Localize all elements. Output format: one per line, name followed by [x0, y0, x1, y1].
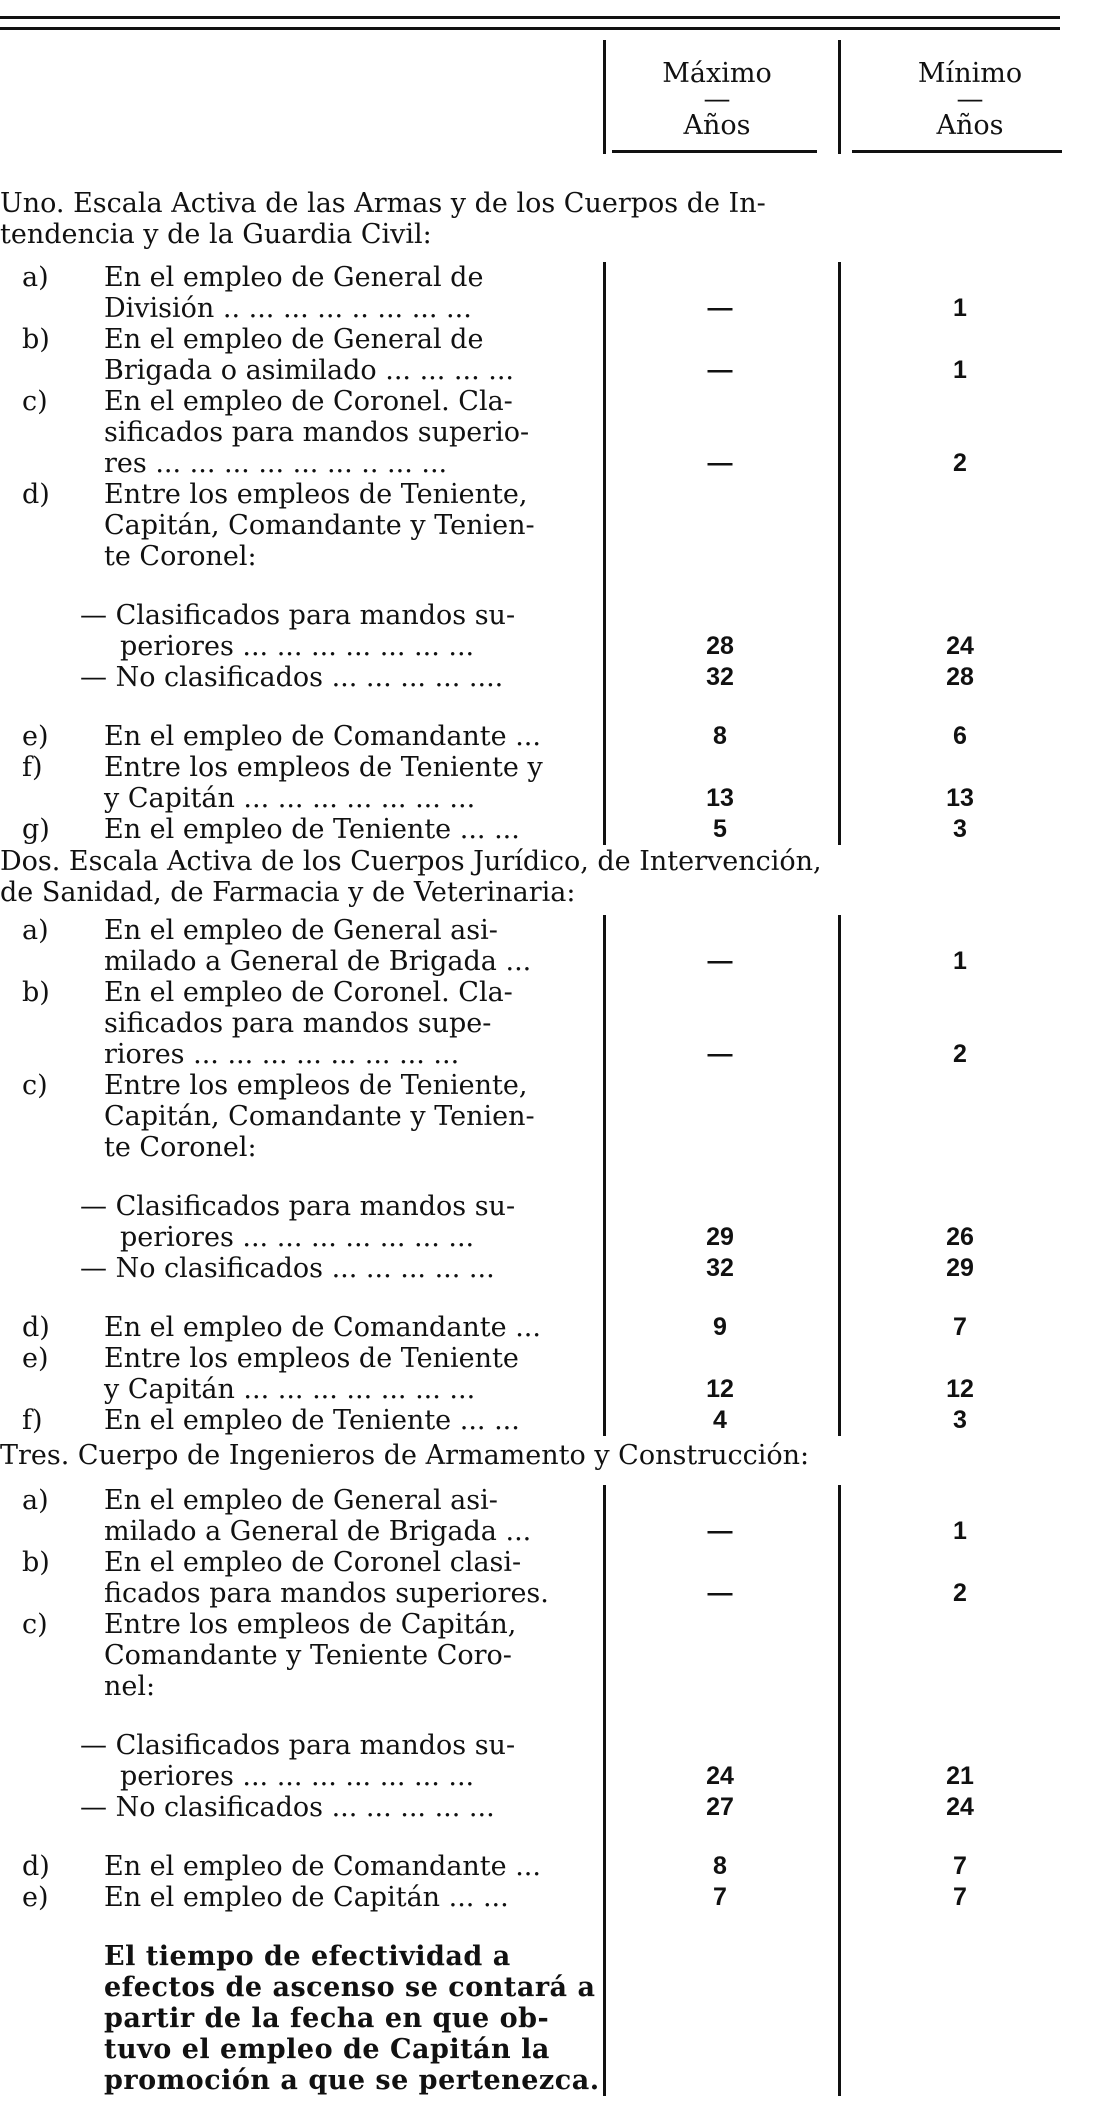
table-row [0, 721, 1113, 752]
table-row [0, 1312, 1113, 1343]
value-minimo: 26 [946, 1223, 974, 1251]
table-row [0, 1253, 1113, 1284]
intro-line: Tres. Cuerpo de Ingenieros de Armamento y Construcción: [0, 1440, 810, 1471]
row-gap [0, 1284, 1113, 1312]
table-row [0, 417, 1113, 448]
table-row [0, 355, 1113, 386]
value-maximo: 32 [706, 1254, 734, 1282]
value-minimo: 7 [953, 1883, 967, 1911]
item-text: El tiempo de efectividad a [104, 1941, 511, 1972]
item-text: Entre los empleos de Capitán, [104, 1609, 517, 1640]
value-maximo: 8 [713, 722, 727, 750]
item-label: a) [22, 915, 49, 946]
value-maximo: 32 [706, 663, 734, 691]
row-gap [0, 1823, 1113, 1851]
table-row [0, 1374, 1113, 1405]
table-row [0, 662, 1113, 693]
value-minimo: 6 [953, 722, 967, 750]
item-label: c) [22, 1609, 48, 1640]
item-text: Entre los empleos de Teniente y [104, 752, 543, 783]
item-text: promoción a que se pertenezca. [104, 2065, 600, 2096]
value-maximo: — [707, 1579, 733, 1607]
table-row [0, 1671, 1113, 1702]
table-row [0, 1039, 1113, 1070]
section-table [0, 1485, 1113, 2096]
value-minimo: 7 [953, 1852, 967, 1880]
value-maximo: 29 [706, 1223, 734, 1251]
table-row [0, 1941, 1113, 1972]
row-gap [0, 693, 1113, 721]
value-minimo: 7 [953, 1313, 967, 1341]
header-underline-min [852, 150, 1062, 153]
table-row [0, 814, 1113, 845]
header-max-dash: — [703, 84, 731, 115]
item-label: g) [22, 814, 50, 845]
value-minimo: 28 [946, 663, 974, 691]
value-maximo: — [707, 356, 733, 384]
item-text: te Coronel: [104, 1132, 257, 1163]
value-minimo: 24 [946, 1793, 974, 1821]
value-minimo: 1 [953, 294, 967, 322]
value-maximo: — [707, 1517, 733, 1545]
header-divider-mid [838, 40, 841, 154]
header-underline-max [612, 150, 817, 153]
item-label: a) [22, 1485, 49, 1516]
item-text: En el empleo de Comandante ... [104, 721, 541, 752]
value-minimo: 3 [953, 1406, 967, 1434]
table-row [0, 1222, 1113, 1253]
header-divider-left [603, 40, 606, 154]
table-row [0, 631, 1113, 662]
item-label: d) [22, 1851, 50, 1882]
item-text: milado a General de Brigada ... [104, 1516, 532, 1547]
item-text: División .. ... ... ... .. ... ... ... [104, 293, 472, 324]
item-text: En el empleo de Coronel. Cla- [104, 977, 513, 1008]
table-row [0, 1547, 1113, 1578]
value-maximo: 24 [706, 1762, 734, 1790]
table-row [0, 1101, 1113, 1132]
header-minimo [850, 40, 1090, 154]
item-text: En el empleo de General de [104, 262, 484, 293]
table-row [0, 1972, 1113, 2003]
table-row [0, 600, 1113, 631]
value-minimo: 2 [953, 1040, 967, 1068]
item-text: En el empleo de Teniente ... ... [104, 814, 520, 845]
intro-line: Uno. Escala Activa de las Armas y de los Cuerpos de In- [0, 188, 766, 219]
table-row [0, 752, 1113, 783]
table-row [0, 479, 1113, 510]
item-label: c) [22, 1070, 48, 1101]
item-text: En el empleo de Teniente ... ... [104, 1405, 520, 1436]
value-maximo: 28 [706, 632, 734, 660]
row-gap [0, 1702, 1113, 1730]
value-maximo: 27 [706, 1793, 734, 1821]
table-row [0, 1730, 1113, 1761]
item-text: Entre los empleos de Teniente, [104, 479, 528, 510]
section-intro [0, 188, 1070, 250]
item-label: f) [22, 752, 43, 783]
value-maximo: 7 [713, 1883, 727, 1911]
section-table [0, 915, 1113, 1436]
item-label: e) [22, 721, 49, 752]
item-label: b) [22, 977, 50, 1008]
table-row [0, 2034, 1113, 2065]
table-row [0, 1008, 1113, 1039]
item-text: res ... ... ... ... ... ... .. ... ... [104, 448, 448, 479]
table-row [0, 977, 1113, 1008]
value-minimo: 1 [953, 947, 967, 975]
section-intro [0, 846, 1070, 908]
item-text: Brigada o asimilado ... ... ... ... [104, 355, 514, 386]
column-divider-left [603, 1485, 606, 2096]
table-row [0, 1792, 1113, 1823]
item-text: sificados para mandos supe- [104, 1008, 492, 1039]
item-text: te Coronel: [104, 541, 257, 572]
item-label: d) [22, 1312, 50, 1343]
header-max-label: Máximo [662, 58, 772, 89]
value-maximo: — [707, 1040, 733, 1068]
table-row [0, 2065, 1113, 2096]
row-gap [0, 1913, 1113, 1941]
table-row [0, 1882, 1113, 1913]
column-divider-left [603, 915, 606, 1436]
item-text: y Capitán ... ... ... ... ... ... ... [104, 1374, 476, 1405]
table-row [0, 1516, 1113, 1547]
item-label: c) [22, 386, 48, 417]
item-text: — No clasificados ... ... ... ... ... [80, 1792, 495, 1823]
item-text: nel: [104, 1671, 156, 1702]
value-minimo: 1 [953, 356, 967, 384]
item-label: e) [22, 1882, 49, 1913]
header-maximo [612, 40, 822, 154]
item-text: tuvo el empleo de Capitán la [104, 2034, 550, 2065]
item-text: En el empleo de Comandante ... [104, 1312, 541, 1343]
item-text: En el empleo de General asi- [104, 915, 498, 946]
header-min-dash: — [956, 84, 984, 115]
value-minimo: 13 [946, 784, 974, 812]
value-maximo: 9 [713, 1313, 727, 1341]
value-minimo: 2 [953, 1579, 967, 1607]
table-row [0, 1191, 1113, 1222]
table-row [0, 1851, 1113, 1882]
table-row [0, 324, 1113, 355]
value-maximo: — [707, 947, 733, 975]
row-gap [0, 1163, 1113, 1191]
item-text: Comandante y Teniente Coro- [104, 1640, 512, 1671]
table-row [0, 1609, 1113, 1640]
item-label: b) [22, 1547, 50, 1578]
item-label: e) [22, 1343, 49, 1374]
intro-line: tendencia y de la Guardia Civil: [0, 219, 432, 250]
item-text: Entre los empleos de Teniente, [104, 1070, 528, 1101]
table-row [0, 1761, 1113, 1792]
item-text: — No clasificados ... ... ... ... ... [80, 1253, 495, 1284]
value-minimo: 3 [953, 815, 967, 843]
table-row [0, 1132, 1113, 1163]
top-rule-1 [0, 16, 1060, 19]
value-maximo: 5 [713, 815, 727, 843]
section-table [0, 262, 1113, 845]
value-minimo: 21 [946, 1762, 974, 1790]
table-row [0, 1343, 1113, 1374]
header-max-unit: Años [683, 110, 751, 141]
item-text: ficados para mandos superiores. [104, 1578, 549, 1609]
table-row [0, 1640, 1113, 1671]
value-maximo: 13 [706, 784, 734, 812]
item-text: periores ... ... ... ... ... ... ... [120, 1222, 475, 1253]
item-text: riores ... ... ... ... ... ... ... ... [104, 1039, 460, 1070]
table-row [0, 386, 1113, 417]
value-maximo: 8 [713, 1852, 727, 1880]
value-maximo: 12 [706, 1375, 734, 1403]
intro-line: de Sanidad, de Farmacia y de Veterinaria: [0, 877, 576, 908]
item-text: — Clasificados para mandos su- [80, 600, 516, 631]
table-row [0, 541, 1113, 572]
item-text: Capitán, Comandante y Tenien- [104, 1101, 535, 1132]
value-maximo: — [707, 294, 733, 322]
item-text: Capitán, Comandante y Tenien- [104, 510, 535, 541]
table-row [0, 293, 1113, 324]
item-text: efectos de ascenso se contará a [104, 1972, 596, 2003]
table-row [0, 1578, 1113, 1609]
column-divider-mid [838, 1485, 841, 2096]
item-text: milado a General de Brigada ... [104, 946, 532, 977]
item-label: a) [22, 262, 49, 293]
intro-line: Dos. Escala Activa de los Cuerpos Jurídico, de Intervención, [0, 846, 822, 877]
table-row [0, 1485, 1113, 1516]
item-text: Entre los empleos de Teniente [104, 1343, 519, 1374]
table-row [0, 510, 1113, 541]
item-text: En el empleo de Coronel clasi- [104, 1547, 522, 1578]
table-row [0, 2003, 1113, 2034]
item-text: periores ... ... ... ... ... ... ... [120, 631, 475, 662]
column-divider-mid [838, 915, 841, 1436]
item-text: En el empleo de Comandante ... [104, 1851, 541, 1882]
header-min-unit: Años [936, 110, 1004, 141]
value-minimo: 1 [953, 1517, 967, 1545]
row-gap [0, 572, 1113, 600]
item-text: En el empleo de General asi- [104, 1485, 498, 1516]
table-row [0, 783, 1113, 814]
item-text: y Capitán ... ... ... ... ... ... ... [104, 783, 476, 814]
table-row [0, 1405, 1113, 1436]
table-row [0, 262, 1113, 293]
item-text: periores ... ... ... ... ... ... ... [120, 1761, 475, 1792]
value-minimo: 2 [953, 449, 967, 477]
item-text: — No clasificados ... ... ... ... .... [80, 662, 504, 693]
table-row [0, 448, 1113, 479]
value-minimo: 29 [946, 1254, 974, 1282]
column-divider-left [603, 262, 606, 845]
value-minimo: 24 [946, 632, 974, 660]
item-text: En el empleo de Coronel. Cla- [104, 386, 513, 417]
value-maximo: 4 [713, 1406, 727, 1434]
table-row [0, 915, 1113, 946]
item-text: En el empleo de General de [104, 324, 484, 355]
table-row [0, 1070, 1113, 1101]
item-label: b) [22, 324, 50, 355]
top-rule-2 [0, 27, 1060, 30]
item-label: f) [22, 1405, 43, 1436]
item-label: d) [22, 479, 50, 510]
value-maximo: — [707, 449, 733, 477]
column-divider-mid [838, 262, 841, 845]
item-text: En el empleo de Capitán ... ... [104, 1882, 509, 1913]
section-intro [0, 1440, 1070, 1471]
item-text: — Clasificados para mandos su- [80, 1191, 516, 1222]
item-text: partir de la fecha en que ob- [104, 2003, 550, 2034]
header-min-label: Mínimo [917, 58, 1023, 89]
table-row [0, 946, 1113, 977]
value-minimo: 12 [946, 1375, 974, 1403]
item-text: — Clasificados para mandos su- [80, 1730, 516, 1761]
item-text: sificados para mandos superio- [104, 417, 530, 448]
